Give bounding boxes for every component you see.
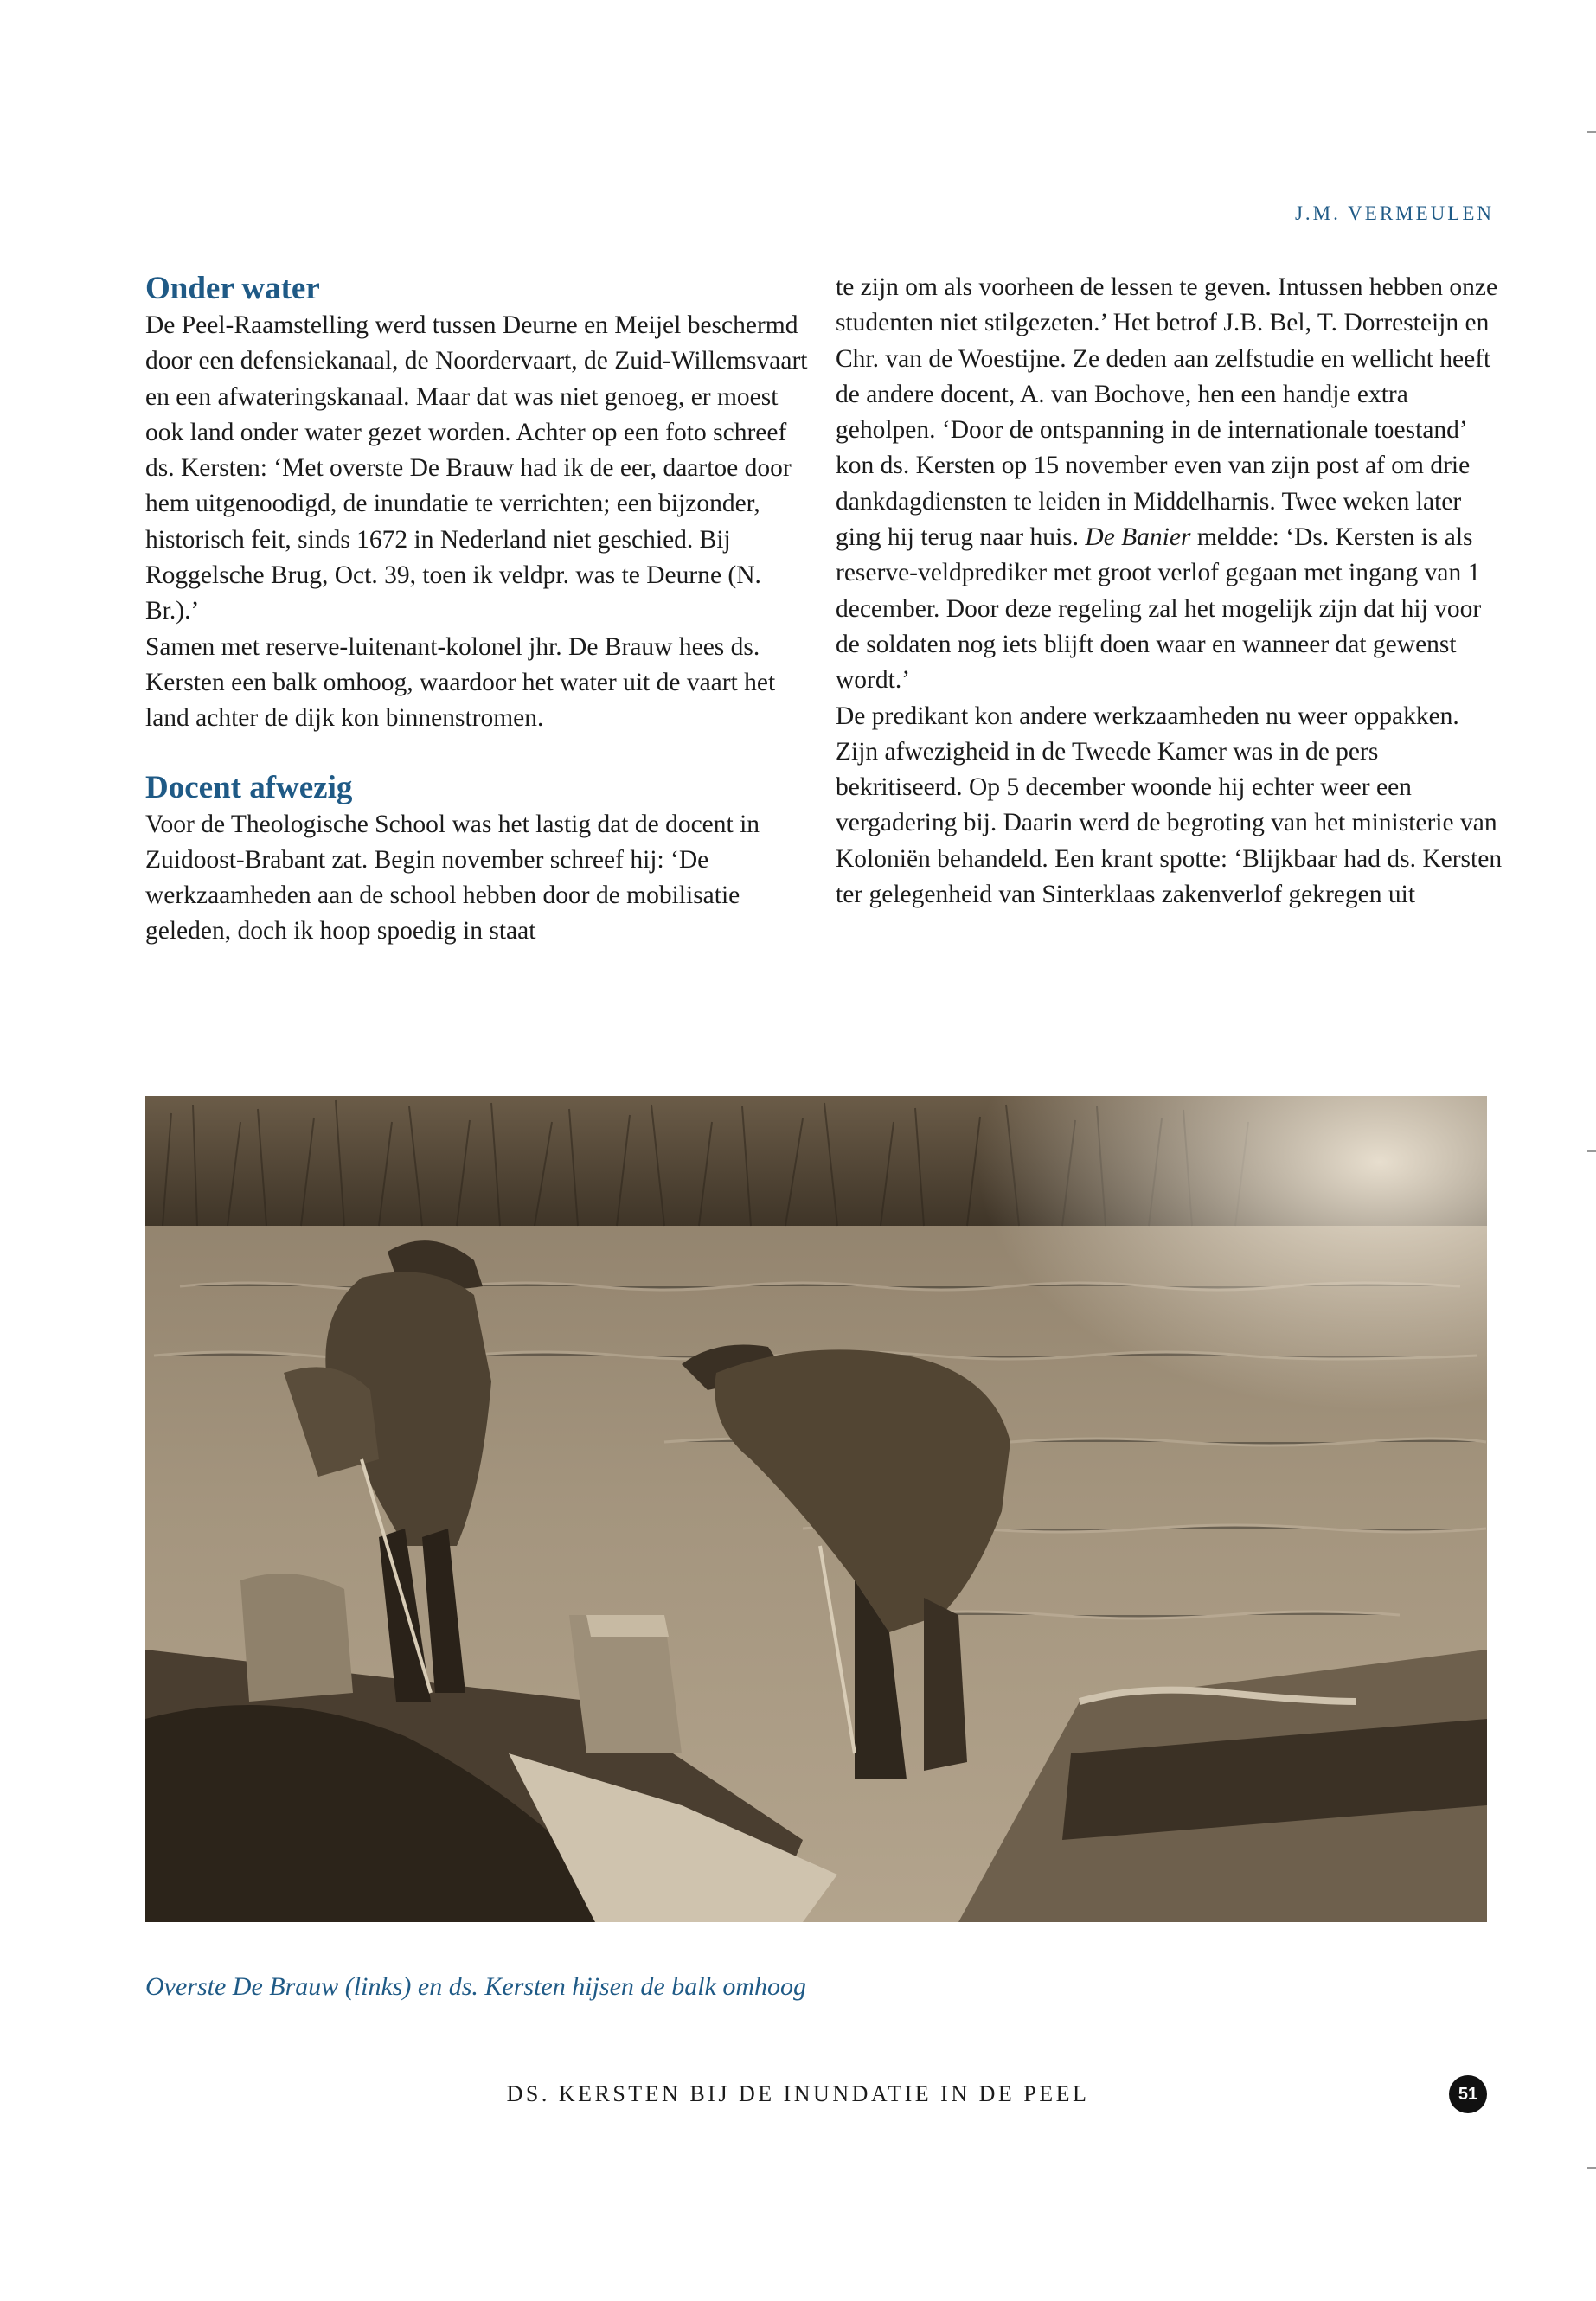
body-paragraph <box>836 270 1506 699</box>
body-paragraph: De predikant kon andere werkzaamheden nu weer oppakken. Zijn afwezigheid in de Tweede Kamer was in de pers bekritiseerd. Op 5 december woonde hij echter weer een vergadering bij. Daarin werd de begroting van het ministerie van Koloniën behandeld. Een krant spotte: ‘Blijkbaar had ds. Kersten ter gelegenheid van Sinterklaas zakenverlof gekregen uit <box>836 702 1503 909</box>
crop-mark <box>1587 131 1596 133</box>
right-column <box>836 270 1506 913</box>
body-text: meldde: ‘Ds. Kersten is als reserve-veldprediker met groot verlof gegaan met ingang van 1 december. Door deze regeling zal het mogelijk zijn dat hij voor de soldaten nog iets blijft doen waar en wanneer dat gewenst wordt.’ <box>836 523 1482 695</box>
left-column <box>145 270 816 950</box>
crop-mark <box>1587 1150 1596 1152</box>
body-paragraph: De Peel-Raamstelling werd tussen Deurne en Meijel beschermd door een defensiekanaal, de Noordervaart, de Zuid-Willemsvaart en een afwateringskanaal. Maar dat was niet genoeg, er moest ook land onder water gezet worden. Achter op een foto schreef ds. Kersten: ‘Met overste De Brauw had ik de eer, daartoe door hem uitgenoodigd, de inundatie te verrichten; een bijzonder, historisch feit, sinds 1672 in Nederland niet geschied. Bij Roggelsche Brug, Oct. 39, toen ik veldpr. was te Deurne (N. Br.).’ <box>145 311 808 625</box>
body-paragraph: Samen met reserve-luitenant-kolonel jhr. De Brauw hees ds. Kersten een balk omhoog, waardoor het water uit de vaart het land achter de dijk kon binnenstromen. <box>145 632 776 733</box>
body-paragraph: Voor de Theologische School was het lastig dat de docent in Zuidoost-Brabant zat. Begin november schreef hij: ‘De werkzaamheden aan de school hebben door de mobilisatie geleden, doch ik hoop spoedig in staat <box>145 810 760 945</box>
section-heading-onder-water: Onder water <box>145 271 320 306</box>
photo-illustration <box>145 1096 1487 1922</box>
photo-caption: Overste De Brauw (links) en ds. Kersten hijsen de balk omhoog <box>145 1972 807 2001</box>
body-text: te zijn om als voorheen de lessen te geven. Intussen hebben onze studenten niet stilgezeten.’ Het betrof J.B. Bel, T. Dorresteijn en Chr. van de Woestijne. Ze deden aan zelfstudie en wellicht heeft de andere docent, A. van Bochove, hen een handje extra geholpen. ‘Door de ontspanning in de internationale toestand’ kon ds. Kersten op 15 november even van zijn post af om drie dankdagdiensten te leiden in Middelharnis. Twee weken later ging hij terug naar huis. <box>836 273 1498 552</box>
newspaper-title: De Banier <box>1085 523 1191 552</box>
footer-chapter-title: DS. KERSTEN BIJ DE INUNDATIE IN DE PEEL <box>506 2081 1090 2106</box>
page-number-badge: 51 <box>1449 2075 1487 2113</box>
section-heading-docent-afwezig: Docent afwezig <box>145 769 353 805</box>
running-head: J.M. VERMEULEN <box>1294 202 1494 224</box>
crop-mark <box>1587 2167 1596 2169</box>
historical-photo <box>145 1096 1487 1922</box>
